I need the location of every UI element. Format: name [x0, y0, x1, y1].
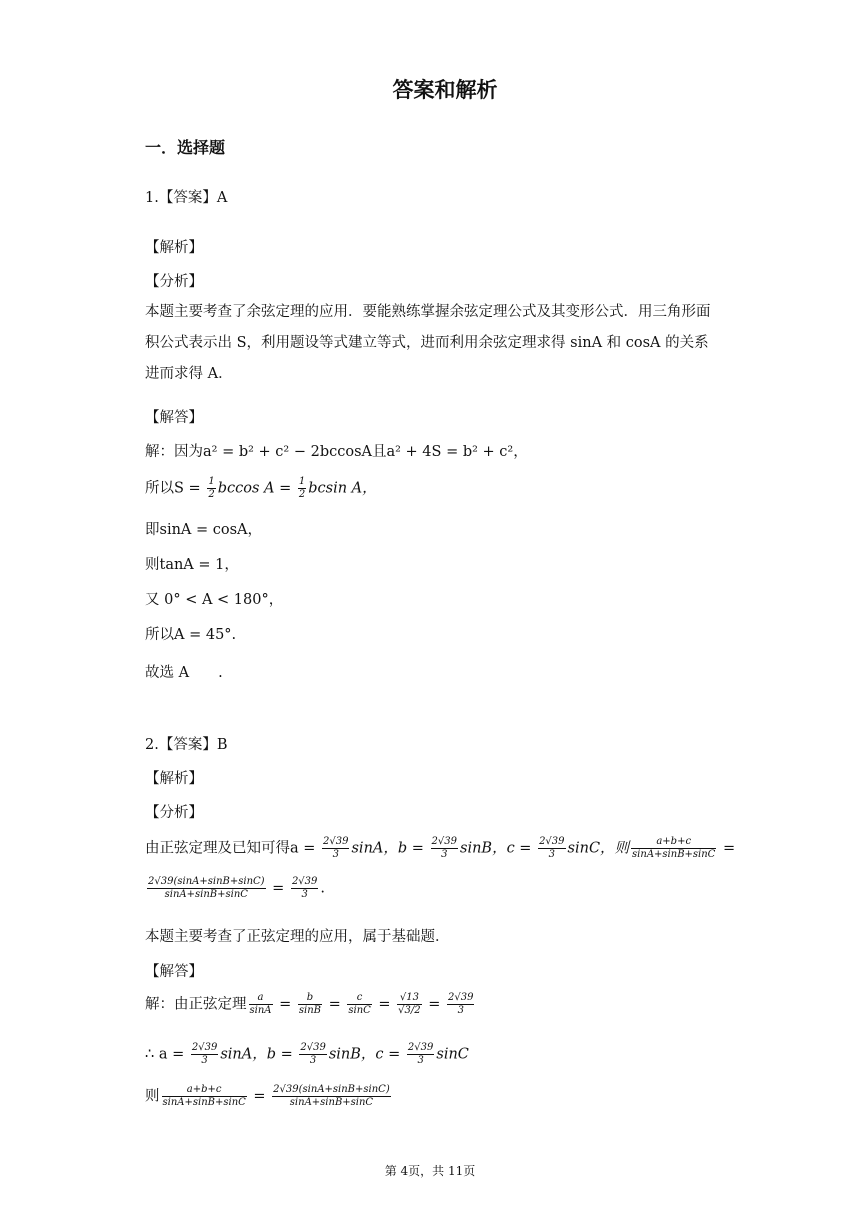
q1-line7: 故选 A .	[145, 665, 223, 681]
q2-sol-line1: 解：由正弦定理 $\frac{a}{\sin A}$ = $\frac{b}{\sin B}$ = $\frac{c}{\sin C}$ = $\frac{√13}{√3/2}$ = $\frac{2√39}{3}$	[145, 992, 474, 1016]
q1-line4: 则tanA = 1，	[145, 557, 239, 573]
q2-a1: 由正弦定理及已知可得a =	[145, 840, 321, 857]
page-footer: 第 4页，共 11页	[384, 1164, 476, 1178]
frac-half-2: $\frac{1}{2}$	[298, 476, 306, 500]
q1-line2-mid2: bcsin A，	[308, 480, 377, 497]
q1-fenxi: 【分析】	[145, 274, 203, 290]
frac-half: $\frac{1}{2}$	[208, 476, 215, 500]
frac-r5: $\frac{2√39}{3}$	[448, 992, 474, 1016]
frac-r4: $\frac{2√39}{3}$	[291, 876, 318, 900]
q1-jiexi: 【解析】	[145, 240, 203, 256]
q2-c1: 本题主要考查了正弦定理的应用，属于基础题．	[145, 929, 450, 945]
frac-r7: $\frac{2√39}{3}$	[300, 1042, 326, 1066]
frac-c: $\frac{c}{\sin C}$	[348, 992, 371, 1016]
frac-r8: $\frac{2√39}{3}$	[407, 1042, 434, 1066]
section-title: 一．选择题	[145, 138, 226, 157]
q2-answer: 2.【答案】B	[145, 737, 228, 753]
q1-line5: 又 0° < A < 180°，	[145, 592, 284, 608]
frac-b: $\frac{b}{\sin B}$	[298, 992, 321, 1016]
frac-abc-2: $\frac{a+b+c}{\sin A+\sin B+\sin C}$	[162, 1084, 246, 1108]
q2-e4: sinC	[436, 1046, 469, 1063]
q2-fenxi: 【分析】	[145, 805, 203, 821]
q2-f1: 则	[145, 1088, 160, 1105]
frac-r3: $\frac{2√39}{3}$	[539, 836, 565, 860]
frac-big: $\frac{2√39(\sin A+\sin B+\sin C)}{\sin A+\sin B+\sin C}$	[148, 876, 265, 900]
q2-e1: ∴ a =	[145, 1046, 189, 1063]
q1-line6: 所以A = 45°.	[145, 627, 237, 643]
q2-a2: sinA，b =	[351, 840, 429, 857]
q1-line2-pre: 所以S =	[145, 480, 206, 497]
q2-a5: =	[718, 840, 736, 857]
q2-sol-line2	[145, 1042, 469, 1067]
q2-analysis-line1	[145, 836, 735, 861]
frac-a: $\frac{a}{\sin A}$	[249, 992, 272, 1016]
q2-a4: sinC，则	[567, 840, 630, 857]
q2-b3: .	[320, 880, 326, 897]
q2-jieda: 【解答】	[145, 964, 203, 980]
q2-analysis-line2	[145, 876, 325, 901]
q1-line3: 即sinA = cosA，	[145, 522, 263, 538]
frac-r1: $\frac{2√39}{3}$	[323, 836, 349, 860]
frac-s13: $\frac{√13}{√3/2}$	[398, 992, 421, 1016]
q2-d1: 解：由正弦定理	[145, 996, 247, 1013]
q2-a3: sinB，c =	[460, 840, 537, 857]
q1-line1: 解：因为a² = b² + c² − 2bccosA且a² + 4S = b² + c²，	[145, 444, 528, 460]
q2-e3: sinB，c =	[328, 1046, 405, 1063]
q2-sol-line3: 则 $\frac{a+b+c}{\sin A+\sin B+\sin C}$ = $\frac{2√39(\sin A+\sin B+\sin C)}{\sin A+\sin B+\sin C}$	[145, 1084, 390, 1108]
q2-e2: sinA，b =	[220, 1046, 298, 1063]
page-title: 答案和解析	[392, 78, 498, 102]
q2-b2: =	[267, 880, 289, 897]
q2-jiexi: 【解析】	[145, 771, 203, 787]
frac-r6: $\frac{2√39}{3}$	[191, 1042, 218, 1066]
frac-r2: $\frac{2√39}{3}$	[431, 836, 457, 860]
q1-line2-mid1: bccos A =	[217, 480, 296, 497]
frac-abc: $\frac{a+b+c}{\sin A+\sin B+\sin C}$	[632, 836, 716, 860]
q1-jieda: 【解答】	[145, 410, 203, 426]
q1-analysis: 本题主要考查了余弦定理的应用．要能熟练掌握余弦定理公式及其变形公式．用三角形面积公式表示出 S，利用题设等式建立等式，进而利用余弦定理求得 sinA 和 cosA 的关系进而求得 A．	[145, 304, 711, 382]
q1-line2	[145, 476, 377, 501]
q1-answer: 1.【答案】A	[145, 190, 228, 206]
frac-big-2: $\frac{2√39(\sin A+\sin B+\sin C)}{\sin A+\sin B+\sin C}$	[273, 1084, 390, 1108]
